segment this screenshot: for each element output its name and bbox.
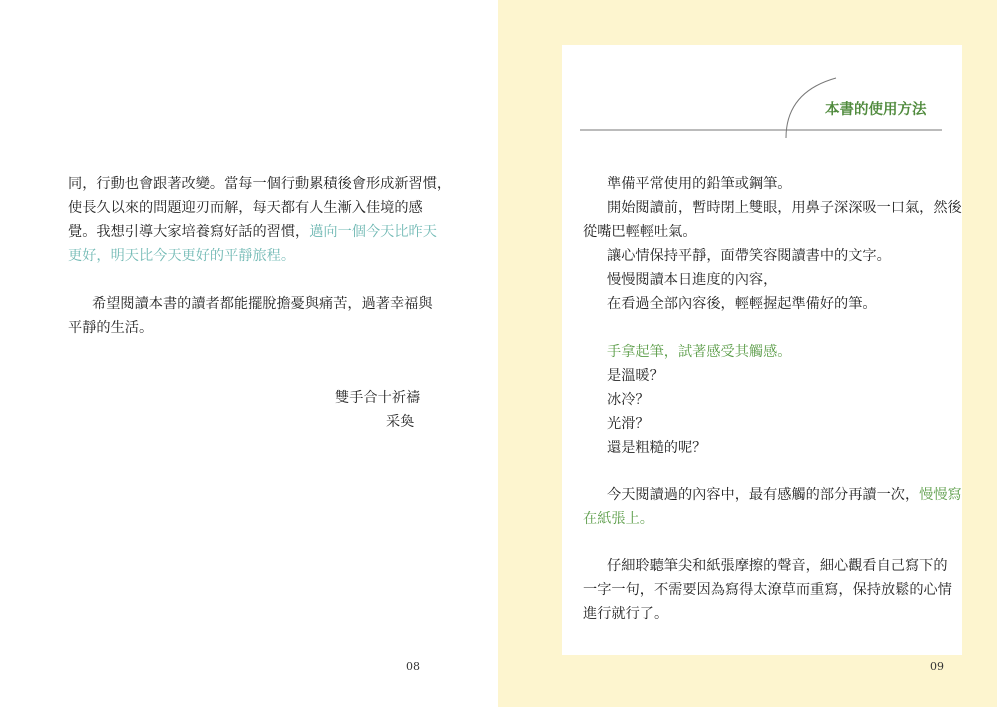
right-b4-line-2: 一字一句，不需要因為寫得太潦草而重寫，保持放鬆的心情 (583, 582, 952, 598)
right-b2-highlight: 手拿起筆，試著感受其觸感。 (607, 344, 792, 360)
left-p1-line-2: 使長久以來的問題迎刃而解，每天都有人生漸入佳境的感 (68, 200, 423, 216)
right-b2-line-1: 是溫暖？ (607, 368, 664, 384)
green-highlight-text: 慢慢寫 (919, 487, 962, 503)
right-b1-line-1: 準備平常使用的鉛筆或鋼筆。 (607, 176, 792, 192)
right-b2-line-2: 冰冷？ (607, 392, 650, 408)
right-b4-line-3: 進行就行了。 (583, 606, 669, 622)
left-p2-line-2: 平靜的生活。 (68, 320, 154, 336)
right-b3-line-2: 在紙張上。 (583, 511, 654, 527)
right-b2-line-3: 光滑？ (607, 416, 650, 432)
right-b1-line-3: 從嘴巴輕輕吐氣。 (583, 224, 697, 240)
left-p1-line-4: 更好，明天比今天更好的平靜旅程。 (68, 248, 296, 264)
page-number-left: 08 (406, 660, 420, 673)
page-number-right: 09 (930, 660, 944, 673)
signature-line-1: 雙手合十祈禱 (335, 390, 421, 406)
signature-line-2: 采奐 (386, 414, 415, 430)
section-heading: 本書的使用方法 (825, 102, 927, 118)
right-b1-line-4: 讓心情保持平靜，面帶笑容閱讀書中的文字。 (607, 248, 891, 264)
right-b2-line-4: 還是粗糙的呢？ (607, 440, 707, 456)
left-p1-line-1: 同，行動也會跟著改變。當每一個行動累積後會形成新習慣， (68, 176, 452, 192)
right-b3-line-1: 今天閱讀過的內容中，最有感觸的部分再讀一次，慢慢寫 (607, 487, 962, 503)
teal-highlight-text: 邁向一個今天比昨天 (309, 224, 437, 240)
right-b1-line-5: 慢慢閱讀本日進度的內容， (607, 272, 778, 288)
right-b1-line-6: 在看過全部內容後，輕輕握起準備好的筆。 (607, 296, 877, 312)
right-b1-line-2: 開始閱讀前，暫時閉上雙眼，用鼻子深深吸一口氣，然後 (607, 200, 962, 216)
right-b4-line-1: 仔細聆聽筆尖和紙張摩擦的聲音，細心觀看自己寫下的 (607, 558, 948, 574)
left-p2-line-1: 希望閱讀本書的讀者都能擺脫擔憂與痛苦，過著幸福與 (92, 296, 433, 312)
left-p1-line-3: 覺。我想引導大家培養寫好話的習慣，邁向一個今天比昨天 (68, 224, 437, 240)
